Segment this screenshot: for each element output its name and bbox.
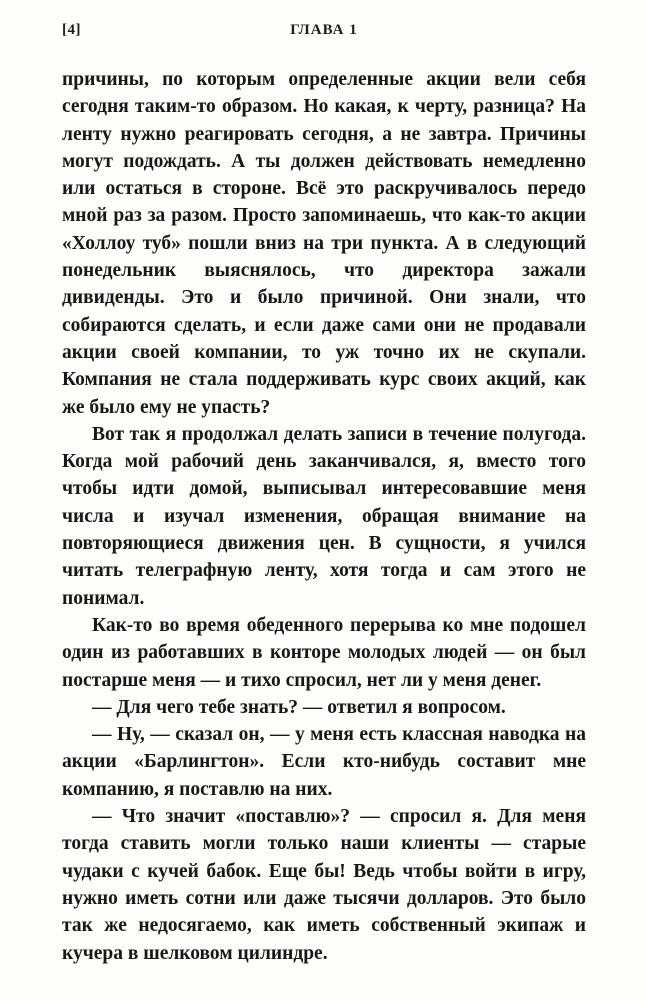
paragraph-dialogue: — Для чего тебе знать? — ответил я вопросом. bbox=[92, 696, 506, 718]
chapter-running-title: ГЛАВА 1 bbox=[290, 22, 358, 38]
page-body bbox=[62, 66, 586, 967]
page-header bbox=[62, 22, 586, 46]
paragraph: Как-то во время обеденного перерыва ко мне подошел один из работавших в конторе молодых людей — он был постарше меня — и тихо спросил, нет ли у меня денег. bbox=[62, 614, 586, 691]
paragraph: причины, по которым определенные акции вели себя сегодня таким-то образом. Но какая, к черту, разница? На ленту нужно реагировать сегодня, а не завтра. Причины могут подождать. А ты должен действовать немедленно или остаться в стороне. Всё это раскручивалось передо мной раз за разом. Просто запоминаешь, что как-то акции «Холлоу туб» пошли вниз на три пункта. А в следующий понедельник выяснялось, что директора зажали дивиденды. Это и было причиной. Они знали, что собираются сделать, и если даже сами они не продавали акции своей компании, то уж точно их не скупали. Компания не стала поддерживать курс своих акций, как же было ему не упасть? bbox=[62, 69, 586, 418]
paragraph-dialogue: — Ну, — сказал он, — у меня есть классная наводка на акции «Барлингтон». Если кто-нибудь составит мне компанию, я поставлю на них. bbox=[62, 724, 586, 800]
paragraph: Вот так я продолжал делать записи в течение полугода. Когда мой рабочий день заканчивался, я, вместо того чтобы идти домой, выписывал интересовавшие меня числа и изучал изменения, обращая внимание на повторяющиеся движения цен. В сущности, я учился читать телеграфную ленту, хотя тогда и сам этого не понимал. bbox=[62, 423, 586, 609]
page-number: [4] bbox=[62, 22, 81, 38]
paragraph-dialogue: — Что значит «поставлю»? — спросил я. Для меня тогда ставить могли только наши клиенты — старые чудаки с кучей бабок. Еще бы! Ведь чтобы войти в игру, нужно иметь сотни или даже тысячи долларов. Это было так же недосягаемо, как иметь собственный экипаж и кучера в шелковом цилиндре. bbox=[62, 806, 586, 964]
